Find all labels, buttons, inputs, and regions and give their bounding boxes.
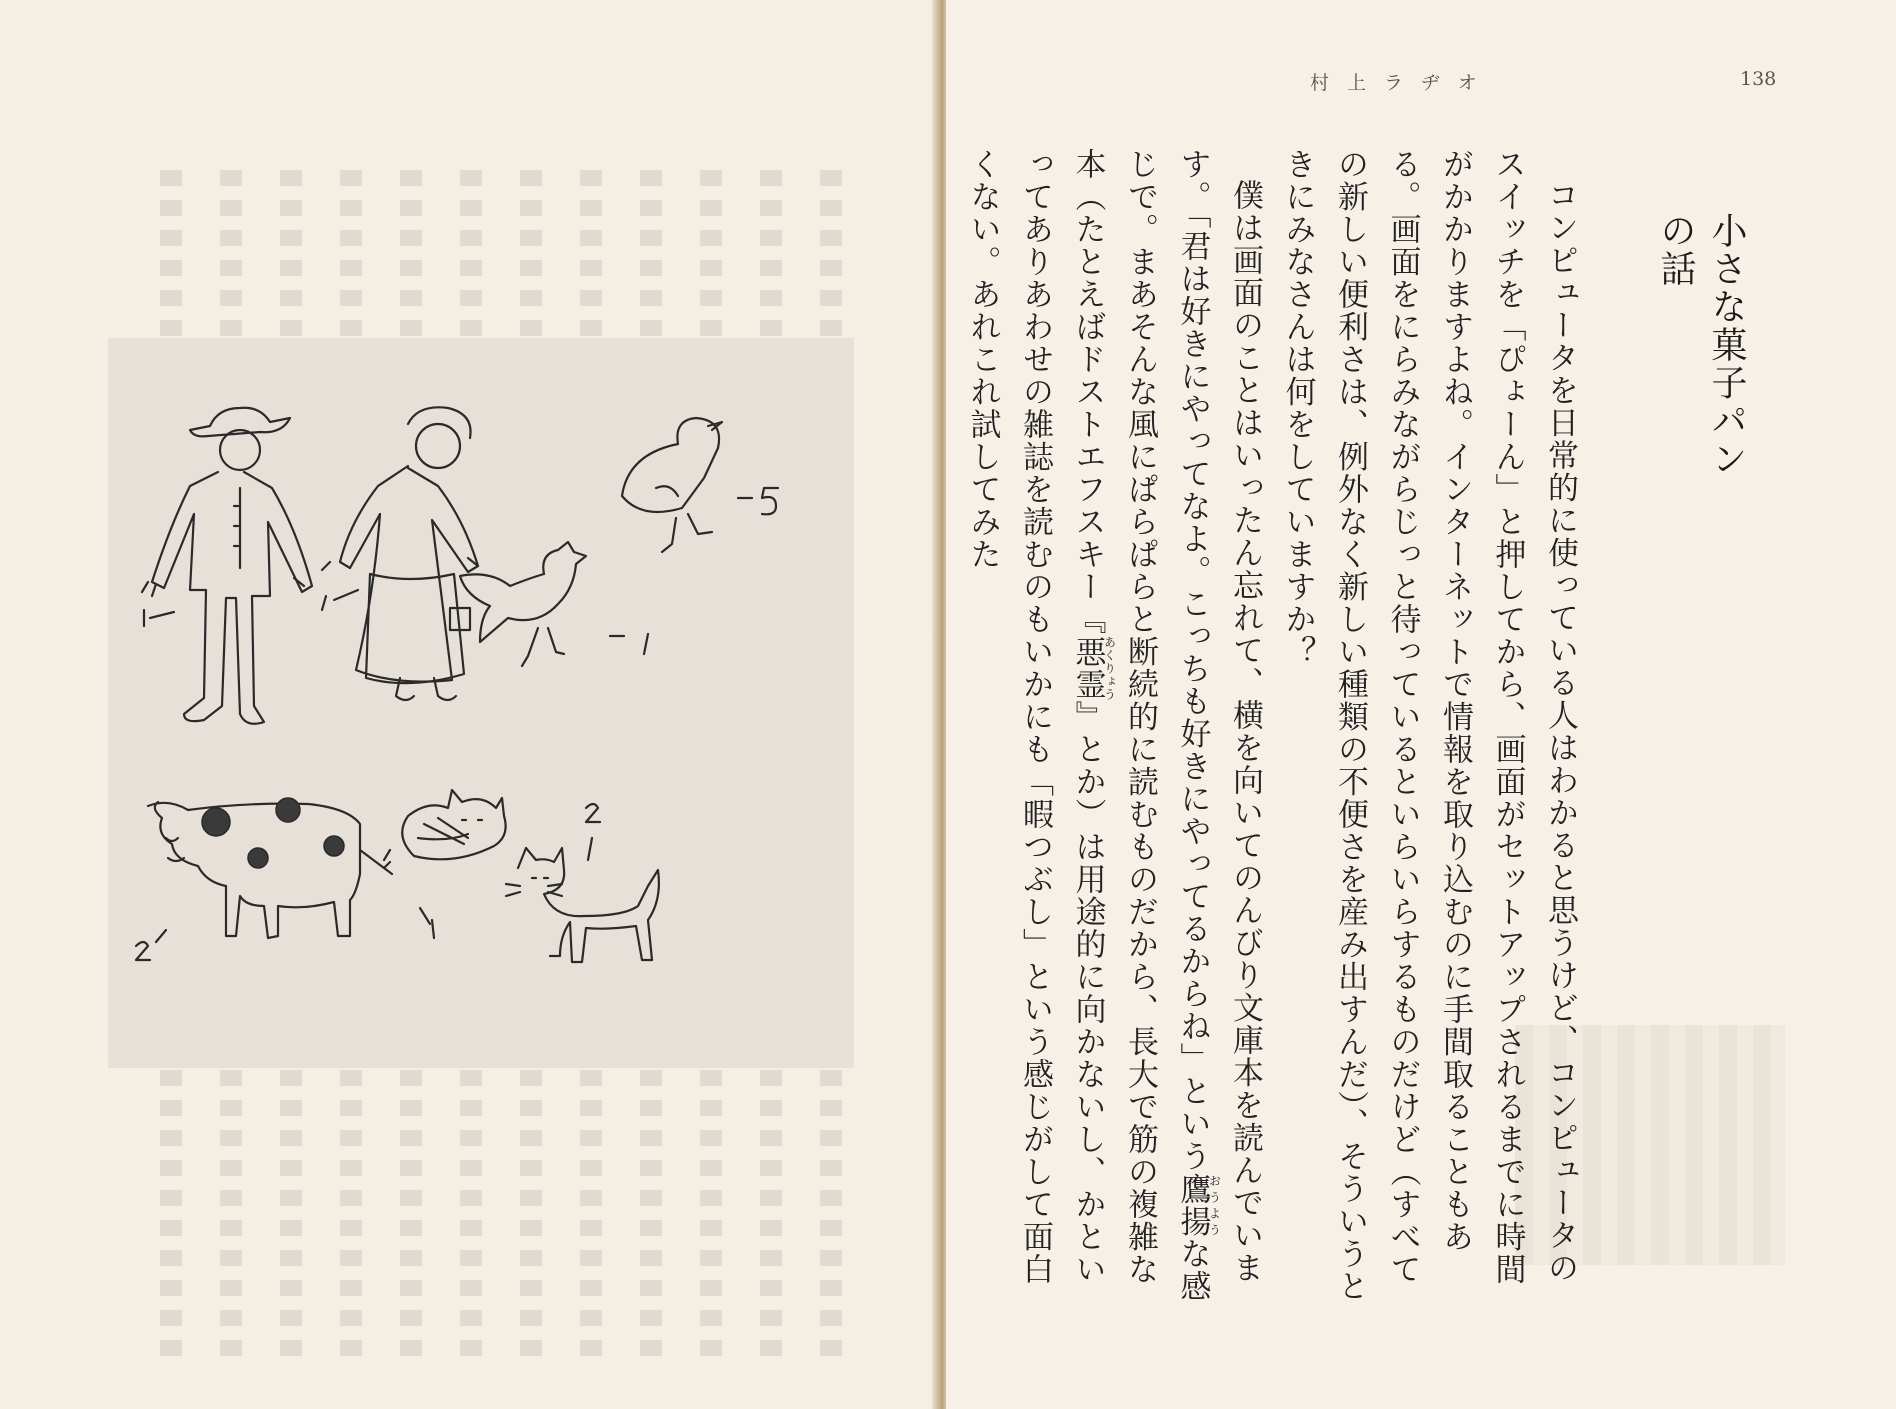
animal-sketch-illustration [108, 338, 854, 1068]
ruby-reading: あくりょう [1102, 635, 1117, 701]
ruby-word [1069, 635, 1117, 701]
ruby-word [1174, 1172, 1222, 1238]
sketch-drawing [108, 338, 854, 1068]
article-title: 小さな菓子パンの話 [1655, 212, 1747, 478]
label-5 [738, 488, 778, 514]
ruby-base: 悪霊 [1069, 635, 1106, 701]
text-run: コンピュータを日常的に使っている人はわかると思うけど、コンピュータのスイッチを「ぴょーん」と押してから、画面がセットアップされるまでに時間がかかりますよね。インターネットで情報を取り込むのに手間取ることもある。画面をにらみながらじっと待っているといらいらするものだけど（すべての新しい便利さは、例外なく新しい種類の不便さを産み出すんだ）、そういうときにみなさんは何をしていますか？ [1279, 148, 1578, 1303]
farmer-man-drawing [142, 408, 312, 724]
label-2-b [586, 804, 600, 860]
hen-drawing [460, 542, 586, 666]
body-text [964, 148, 1586, 1313]
text-run: 僕は画面のことはいったん忘れて、横を向いてのんびり文庫本を読んでいます。「君は好きにやってなよ。こっちも好きにやってるからね」という [1174, 148, 1263, 1284]
cow-drawing [148, 798, 392, 938]
paragraph-2 [956, 148, 1271, 1313]
label-1-d [420, 908, 434, 938]
text-run: 』とか）は用途的に向かないし、かといってありあわせの雑誌を読むのもいかにも「暇つぶし」という感じがして面白くない。あれこれ試してみた [964, 148, 1106, 1286]
text-run: な感じで。まあそんな風にぱらぱらと断続的に読むものだから、長大で筋の複雑な本（たとえばドストエフスキー『 [1069, 148, 1211, 1303]
left-page [0, 0, 938, 1409]
label-1-a [144, 610, 174, 626]
running-head: 村上ラヂオ [1310, 72, 1495, 94]
ruby-reading: おうよう [1207, 1172, 1222, 1238]
sleeping-cat-drawing [402, 790, 505, 859]
label-2-a [136, 930, 166, 960]
ruby-base: 鷹揚 [1174, 1172, 1211, 1238]
farmer-woman-drawing [322, 407, 478, 700]
label-1-b [322, 590, 358, 610]
page-number: 138 [1740, 68, 1777, 90]
chick-drawing [622, 418, 722, 552]
paragraph-1 [1271, 148, 1586, 1313]
label-1-c [610, 634, 648, 654]
walking-cat-drawing [506, 848, 659, 962]
